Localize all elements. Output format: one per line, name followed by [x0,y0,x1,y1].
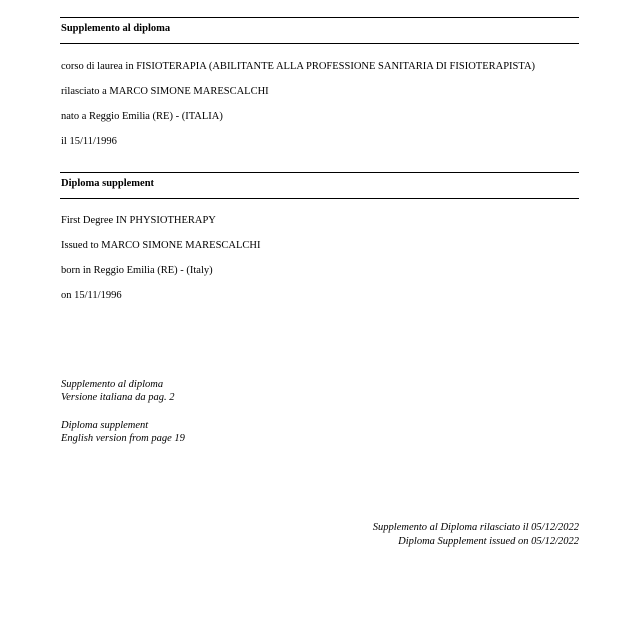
birthdate-line-en: on 15/11/1996 [61,290,122,301]
issue-note-en: Diploma Supplement issued on 05/12/2022 [398,536,579,547]
index-title-it: Supplemento al diploma [61,379,164,390]
degree-line-en: First Degree IN PHYSIOTHERAPY [61,215,216,226]
birthplace-line-en: born in Reggio Emilia (RE) - (Italy) [61,265,213,276]
section-heading-en: Diploma supplement [61,178,155,189]
issued-to-line-it: rilasciato a MARCO SIMONE MARESCALCHI [61,86,269,97]
section-heading-it: Supplemento al diploma [61,23,171,34]
birthplace-line-it: nato a Reggio Emilia (RE) - (ITALIA) [61,111,223,122]
bottom-rule-it [60,43,579,44]
index-title-en: Diploma supplement [61,420,149,431]
issued-to-line-en: Issued to MARCO SIMONE MARESCALCHI [61,240,261,251]
index-page-it: Versione italiana da pag. 2 [61,392,175,403]
top-rule-it [60,17,579,18]
top-rule-en [60,172,579,173]
birthdate-line-it: il 15/11/1996 [61,136,117,147]
degree-line-it: corso di laurea in FISIOTERAPIA (ABILITANTE ALLA PROFESSIONE SANITARIA DI FISIOTERAPISTA) [61,61,536,72]
issue-note-it: Supplemento al Diploma rilasciato il 05/12/2022 [372,522,579,533]
index-page-en: English version from page 19 [61,433,185,444]
bottom-rule-en [60,198,579,199]
